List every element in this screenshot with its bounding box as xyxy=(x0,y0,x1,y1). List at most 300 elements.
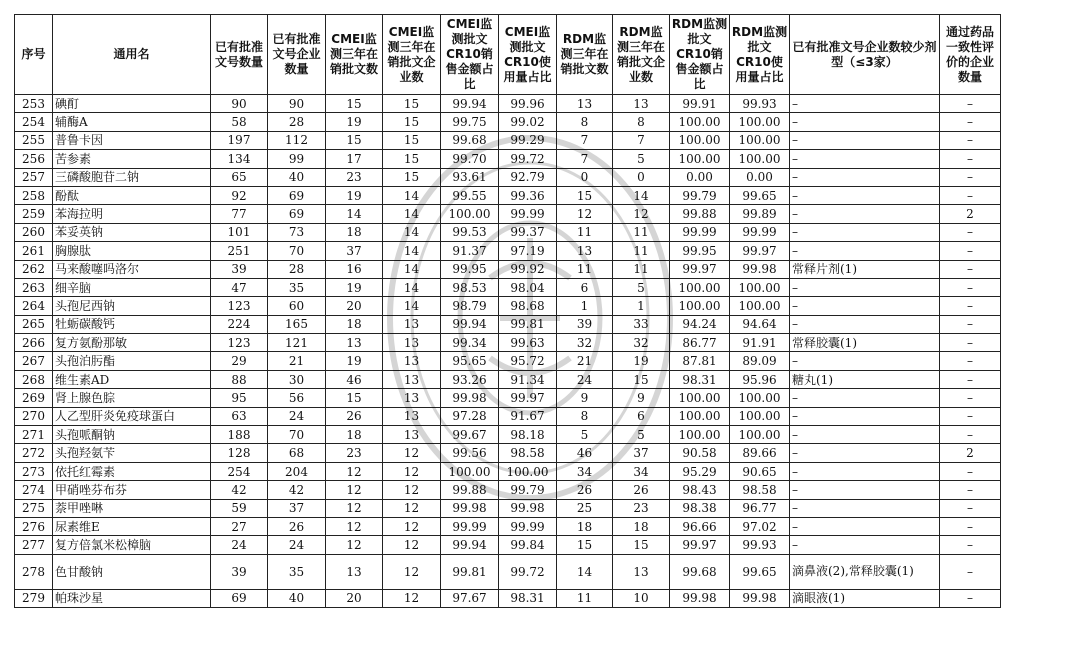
table-cell: 12 xyxy=(326,499,383,517)
column-header: RDM监测批文CR10使用量占比 xyxy=(730,15,790,95)
table-cell: 13 xyxy=(557,242,613,260)
table-cell: 1 xyxy=(557,297,613,315)
table-cell: 13 xyxy=(383,407,441,425)
column-header: 序号 xyxy=(15,15,53,95)
table-cell: 100.00 xyxy=(670,278,730,296)
table-row xyxy=(15,168,1001,186)
table-cell: 24 xyxy=(268,407,326,425)
table-cell: 1 xyxy=(613,297,670,315)
table-cell: 98.04 xyxy=(499,278,557,296)
table-cell: 68 xyxy=(268,444,326,462)
drug-name: 头孢尼西钠 xyxy=(53,297,211,315)
table-cell: 滴眼液(1) xyxy=(790,589,940,607)
table-cell: – xyxy=(790,223,940,241)
table-cell: 0 xyxy=(613,168,670,186)
table-cell: 98.68 xyxy=(499,297,557,315)
table-row xyxy=(15,589,1001,607)
table-cell: 15 xyxy=(383,95,441,113)
table-cell: 29 xyxy=(211,352,268,370)
row-number: 256 xyxy=(15,150,53,168)
table-cell: 100.00 xyxy=(730,426,790,444)
table-cell: 24 xyxy=(211,536,268,554)
column-header: 已有批准文号数量 xyxy=(211,15,268,95)
table-cell: – xyxy=(940,168,1001,186)
table-cell: 12 xyxy=(557,205,613,223)
row-number: 262 xyxy=(15,260,53,278)
table-cell: 26 xyxy=(613,481,670,499)
table-cell: 28 xyxy=(268,113,326,131)
table-cell: 100.00 xyxy=(670,407,730,425)
drug-name: 依托红霉素 xyxy=(53,462,211,480)
table-cell: 95.72 xyxy=(499,352,557,370)
table-cell: 90.58 xyxy=(670,444,730,462)
table-cell: 5 xyxy=(613,426,670,444)
table-cell: 99.99 xyxy=(441,517,499,535)
table-cell: 39 xyxy=(211,554,268,589)
table-cell: 100.00 xyxy=(670,150,730,168)
table-cell: 12 xyxy=(383,462,441,480)
table-cell: – xyxy=(790,113,940,131)
table-cell: 69 xyxy=(211,589,268,607)
table-header xyxy=(15,15,1001,95)
table-cell: – xyxy=(940,260,1001,278)
table-row xyxy=(15,186,1001,204)
table-cell: – xyxy=(790,389,940,407)
table-cell: 14 xyxy=(383,205,441,223)
table-cell: – xyxy=(790,168,940,186)
table-cell: – xyxy=(940,370,1001,388)
table-cell: – xyxy=(790,426,940,444)
table-cell: – xyxy=(790,536,940,554)
table-cell: 97.28 xyxy=(441,407,499,425)
table-cell: – xyxy=(790,315,940,333)
table-cell: 6 xyxy=(613,407,670,425)
table-row xyxy=(15,242,1001,260)
table-cell: 99.97 xyxy=(499,389,557,407)
table-cell: 0.00 xyxy=(730,168,790,186)
table-cell: 77 xyxy=(211,205,268,223)
table-cell: 8 xyxy=(557,113,613,131)
table-cell: 100.00 xyxy=(730,278,790,296)
table-cell: 99.63 xyxy=(499,334,557,352)
table-cell: 99.37 xyxy=(499,223,557,241)
table-cell: 13 xyxy=(383,370,441,388)
header-row xyxy=(15,15,1001,95)
table-row xyxy=(15,370,1001,388)
table-cell: 98.38 xyxy=(670,499,730,517)
table-cell: 滴鼻液(2),常释胶囊(1) xyxy=(790,554,940,589)
table-cell: 99.65 xyxy=(730,186,790,204)
table-cell: 12 xyxy=(383,499,441,517)
table-cell: – xyxy=(940,499,1001,517)
table-cell: 100.00 xyxy=(670,297,730,315)
table-cell: 99.72 xyxy=(499,554,557,589)
table-cell: 99.93 xyxy=(730,536,790,554)
table-cell: 25 xyxy=(557,499,613,517)
table-cell: 98.79 xyxy=(441,297,499,315)
table-cell: 99.99 xyxy=(670,223,730,241)
drug-name: 肾上腺色腙 xyxy=(53,389,211,407)
table-row xyxy=(15,223,1001,241)
table-cell: 19 xyxy=(326,352,383,370)
table-cell: 99.88 xyxy=(441,481,499,499)
table-cell: 99.91 xyxy=(670,95,730,113)
drug-name: 辅酶A xyxy=(53,113,211,131)
table-cell: 99.99 xyxy=(499,205,557,223)
table-cell: 21 xyxy=(268,352,326,370)
table-cell: 32 xyxy=(557,334,613,352)
drug-approval-table xyxy=(14,14,1001,608)
table-cell: – xyxy=(940,297,1001,315)
drug-name: 人乙型肝炎免疫球蛋白 xyxy=(53,407,211,425)
table-cell: 100.00 xyxy=(730,407,790,425)
drug-name: 帕珠沙星 xyxy=(53,589,211,607)
row-number: 253 xyxy=(15,95,53,113)
table-cell: – xyxy=(940,554,1001,589)
drug-name: 苦参素 xyxy=(53,150,211,168)
table-row xyxy=(15,462,1001,480)
table-cell: – xyxy=(790,131,940,149)
table-cell: 11 xyxy=(613,223,670,241)
table-cell: 89.09 xyxy=(730,352,790,370)
table-cell: 99.79 xyxy=(499,481,557,499)
table-row xyxy=(15,297,1001,315)
table-cell: 197 xyxy=(211,131,268,149)
table-cell: 常释胶囊(1) xyxy=(790,334,940,352)
row-number: 255 xyxy=(15,131,53,149)
row-number: 267 xyxy=(15,352,53,370)
table-cell: – xyxy=(940,389,1001,407)
table-cell: 188 xyxy=(211,426,268,444)
table-cell: 97.19 xyxy=(499,242,557,260)
table-cell: 13 xyxy=(613,554,670,589)
table-cell: 32 xyxy=(613,334,670,352)
table-cell: 94.64 xyxy=(730,315,790,333)
table-row xyxy=(15,260,1001,278)
column-header: 已有批准文号企业数较少剂型（≤3家） xyxy=(790,15,940,95)
column-header: RDM监测三年在销批文数 xyxy=(557,15,613,95)
drug-name: 复方氨酚那敏 xyxy=(53,334,211,352)
table-cell: 91.91 xyxy=(730,334,790,352)
table-cell: 63 xyxy=(211,407,268,425)
table-cell: 9 xyxy=(613,389,670,407)
row-number: 270 xyxy=(15,407,53,425)
table-cell: 96.66 xyxy=(670,517,730,535)
table-cell: – xyxy=(940,278,1001,296)
table-cell: 90 xyxy=(268,95,326,113)
table-cell: 14 xyxy=(383,186,441,204)
table-cell: 15 xyxy=(383,113,441,131)
row-number: 257 xyxy=(15,168,53,186)
table-cell: 14 xyxy=(383,260,441,278)
table-cell: 100.00 xyxy=(670,131,730,149)
table-cell: 17 xyxy=(326,150,383,168)
table-cell: 15 xyxy=(326,389,383,407)
table-cell: 40 xyxy=(268,589,326,607)
table-cell: 99.94 xyxy=(441,95,499,113)
table-cell: 12 xyxy=(326,536,383,554)
table-cell: 251 xyxy=(211,242,268,260)
table-cell: 100.00 xyxy=(670,426,730,444)
row-number: 258 xyxy=(15,186,53,204)
table-cell: 26 xyxy=(326,407,383,425)
table-cell: 24 xyxy=(268,536,326,554)
table-cell: 18 xyxy=(557,517,613,535)
table-cell: – xyxy=(940,426,1001,444)
table-cell: 12 xyxy=(613,205,670,223)
row-number: 274 xyxy=(15,481,53,499)
table-cell: 15 xyxy=(383,150,441,168)
table-row xyxy=(15,407,1001,425)
table-cell: 100.00 xyxy=(730,131,790,149)
table-cell: 123 xyxy=(211,334,268,352)
table-cell: 99.94 xyxy=(441,536,499,554)
table-cell: 56 xyxy=(268,389,326,407)
table-cell: – xyxy=(790,517,940,535)
table-cell: 134 xyxy=(211,150,268,168)
table-cell: 12 xyxy=(383,444,441,462)
table-cell: 7 xyxy=(557,150,613,168)
table-cell: 98.58 xyxy=(730,481,790,499)
table-cell: 12 xyxy=(383,554,441,589)
table-cell: 98.31 xyxy=(670,370,730,388)
table-cell: 99.67 xyxy=(441,426,499,444)
table-cell: 99.97 xyxy=(670,536,730,554)
drug-name: 复方倍氯米松樟脑 xyxy=(53,536,211,554)
table-cell: 5 xyxy=(613,150,670,168)
drug-name: 普鲁卡因 xyxy=(53,131,211,149)
table-cell: – xyxy=(790,462,940,480)
table-cell: – xyxy=(790,95,940,113)
row-number: 261 xyxy=(15,242,53,260)
drug-name: 牡蛎碳酸钙 xyxy=(53,315,211,333)
column-header: CMEI监测三年在销批文数 xyxy=(326,15,383,95)
table-cell: 7 xyxy=(557,131,613,149)
table-cell: 100.00 xyxy=(441,205,499,223)
column-header: RDM监测三年在销批文企业数 xyxy=(613,15,670,95)
table-cell: 99.95 xyxy=(670,242,730,260)
table-row xyxy=(15,481,1001,499)
table-cell: – xyxy=(790,499,940,517)
table-cell: 15 xyxy=(383,131,441,149)
drug-name: 头孢哌酮钠 xyxy=(53,426,211,444)
table-cell: 16 xyxy=(326,260,383,278)
table-cell: 12 xyxy=(383,517,441,535)
table-cell: 23 xyxy=(613,499,670,517)
table-cell: 100.00 xyxy=(441,462,499,480)
table-row xyxy=(15,278,1001,296)
table-cell: 204 xyxy=(268,462,326,480)
table-row xyxy=(15,334,1001,352)
table-cell: 18 xyxy=(326,426,383,444)
table-cell: 糖丸(1) xyxy=(790,370,940,388)
table-cell: 14 xyxy=(383,278,441,296)
table-cell: – xyxy=(790,186,940,204)
table-cell: 18 xyxy=(326,315,383,333)
table-row xyxy=(15,499,1001,517)
table-cell: 14 xyxy=(383,297,441,315)
table-cell: 87.81 xyxy=(670,352,730,370)
table-row xyxy=(15,536,1001,554)
table-cell: 99.34 xyxy=(441,334,499,352)
table-cell: 90.65 xyxy=(730,462,790,480)
table-cell: 12 xyxy=(326,517,383,535)
table-cell: 100.00 xyxy=(499,462,557,480)
table-cell: 26 xyxy=(268,517,326,535)
table-cell: 97.67 xyxy=(441,589,499,607)
row-number: 259 xyxy=(15,205,53,223)
table-cell: 8 xyxy=(613,113,670,131)
table-cell: 0.00 xyxy=(670,168,730,186)
table-cell: 33 xyxy=(613,315,670,333)
table-cell: 14 xyxy=(383,242,441,260)
table-cell: 99.93 xyxy=(730,95,790,113)
table-cell: 23 xyxy=(326,444,383,462)
table-cell: 24 xyxy=(557,370,613,388)
table-cell: 35 xyxy=(268,278,326,296)
table-cell: – xyxy=(940,95,1001,113)
table-cell: 99.96 xyxy=(499,95,557,113)
table-cell: 73 xyxy=(268,223,326,241)
table-cell: 12 xyxy=(383,481,441,499)
drug-name: 头孢羟氨苄 xyxy=(53,444,211,462)
table-cell: 11 xyxy=(557,589,613,607)
table-cell: 19 xyxy=(326,113,383,131)
table-cell: 99.56 xyxy=(441,444,499,462)
table-cell: 14 xyxy=(557,554,613,589)
table-cell: – xyxy=(790,352,940,370)
table-cell: 42 xyxy=(268,481,326,499)
table-cell: 99.68 xyxy=(441,131,499,149)
row-number: 254 xyxy=(15,113,53,131)
table-cell: 99.02 xyxy=(499,113,557,131)
table-cell: 99.55 xyxy=(441,186,499,204)
table-cell: 12 xyxy=(383,536,441,554)
table-cell: 165 xyxy=(268,315,326,333)
table-cell: 98.53 xyxy=(441,278,499,296)
table-cell: 34 xyxy=(613,462,670,480)
table-cell: 99.36 xyxy=(499,186,557,204)
table-cell: 99.97 xyxy=(670,260,730,278)
table-cell: – xyxy=(940,536,1001,554)
table-cell: 15 xyxy=(613,370,670,388)
row-number: 264 xyxy=(15,297,53,315)
table-cell: 100.00 xyxy=(730,150,790,168)
table-cell: 99.84 xyxy=(499,536,557,554)
column-header: CMEI监测批文CR10销售金额占比 xyxy=(441,15,499,95)
row-number: 277 xyxy=(15,536,53,554)
table-cell: 2 xyxy=(940,205,1001,223)
table-cell: – xyxy=(940,517,1001,535)
row-number: 263 xyxy=(15,278,53,296)
table-cell: 20 xyxy=(326,297,383,315)
table-cell: 99.98 xyxy=(730,260,790,278)
table-cell: 98.58 xyxy=(499,444,557,462)
table-row xyxy=(15,352,1001,370)
table-row xyxy=(15,205,1001,223)
drug-name: 萘甲唑啉 xyxy=(53,499,211,517)
table-cell: 40 xyxy=(268,168,326,186)
table-cell: 23 xyxy=(326,168,383,186)
table-cell: 15 xyxy=(383,168,441,186)
table-cell: 15 xyxy=(557,536,613,554)
table-cell: 123 xyxy=(211,297,268,315)
table-row xyxy=(15,517,1001,535)
table-row xyxy=(15,131,1001,149)
table-cell: 98.18 xyxy=(499,426,557,444)
table-row xyxy=(15,95,1001,113)
column-header: CMEI监测三年在销批文企业数 xyxy=(383,15,441,95)
table-cell: 99.97 xyxy=(730,242,790,260)
table-cell: – xyxy=(940,315,1001,333)
table-cell: 69 xyxy=(268,205,326,223)
table-cell: 11 xyxy=(613,260,670,278)
drug-name: 头孢泊肟酯 xyxy=(53,352,211,370)
table-cell: 26 xyxy=(557,481,613,499)
table-cell: 13 xyxy=(383,352,441,370)
table-cell: 7 xyxy=(613,131,670,149)
table-cell: 70 xyxy=(268,242,326,260)
table-cell: 14 xyxy=(383,223,441,241)
table-cell: 15 xyxy=(326,131,383,149)
table-cell: – xyxy=(940,131,1001,149)
table-cell: 89.66 xyxy=(730,444,790,462)
table-cell: 112 xyxy=(268,131,326,149)
table-cell: 12 xyxy=(326,481,383,499)
table-cell: – xyxy=(940,407,1001,425)
table-cell: – xyxy=(940,481,1001,499)
table-cell: 100.00 xyxy=(730,389,790,407)
table-cell: 11 xyxy=(613,242,670,260)
table-cell: 224 xyxy=(211,315,268,333)
table-cell: 37 xyxy=(326,242,383,260)
table-row xyxy=(15,389,1001,407)
table-cell: – xyxy=(790,242,940,260)
table-cell: 94.24 xyxy=(670,315,730,333)
table-cell: 100.00 xyxy=(730,113,790,131)
table-cell: 19 xyxy=(326,278,383,296)
table-cell: 13 xyxy=(383,334,441,352)
table-cell: – xyxy=(790,481,940,499)
table-cell: 99.81 xyxy=(499,315,557,333)
table-cell: 90 xyxy=(211,95,268,113)
row-number: 278 xyxy=(15,554,53,589)
table-cell: 101 xyxy=(211,223,268,241)
drug-name: 三磷酸胞苷二钠 xyxy=(53,168,211,186)
table-cell: 91.34 xyxy=(499,370,557,388)
column-header: CMEI监测批文CR10使用量占比 xyxy=(499,15,557,95)
table-cell: 19 xyxy=(613,352,670,370)
table-cell: 13 xyxy=(557,95,613,113)
table-cell: 99.98 xyxy=(441,389,499,407)
table-cell: 99.68 xyxy=(670,554,730,589)
table-cell: 12 xyxy=(383,589,441,607)
table-cell: 128 xyxy=(211,444,268,462)
drug-name: 胸腺肽 xyxy=(53,242,211,260)
table-cell: – xyxy=(940,150,1001,168)
table-cell: 97.02 xyxy=(730,517,790,535)
table-cell: 5 xyxy=(613,278,670,296)
row-number: 273 xyxy=(15,462,53,480)
table-cell: 11 xyxy=(557,223,613,241)
table-cell: 34 xyxy=(557,462,613,480)
table-cell: 88 xyxy=(211,370,268,388)
table-row xyxy=(15,554,1001,589)
table-cell: 39 xyxy=(557,315,613,333)
table-cell: 58 xyxy=(211,113,268,131)
table-cell: 13 xyxy=(383,315,441,333)
table-cell: 93.26 xyxy=(441,370,499,388)
